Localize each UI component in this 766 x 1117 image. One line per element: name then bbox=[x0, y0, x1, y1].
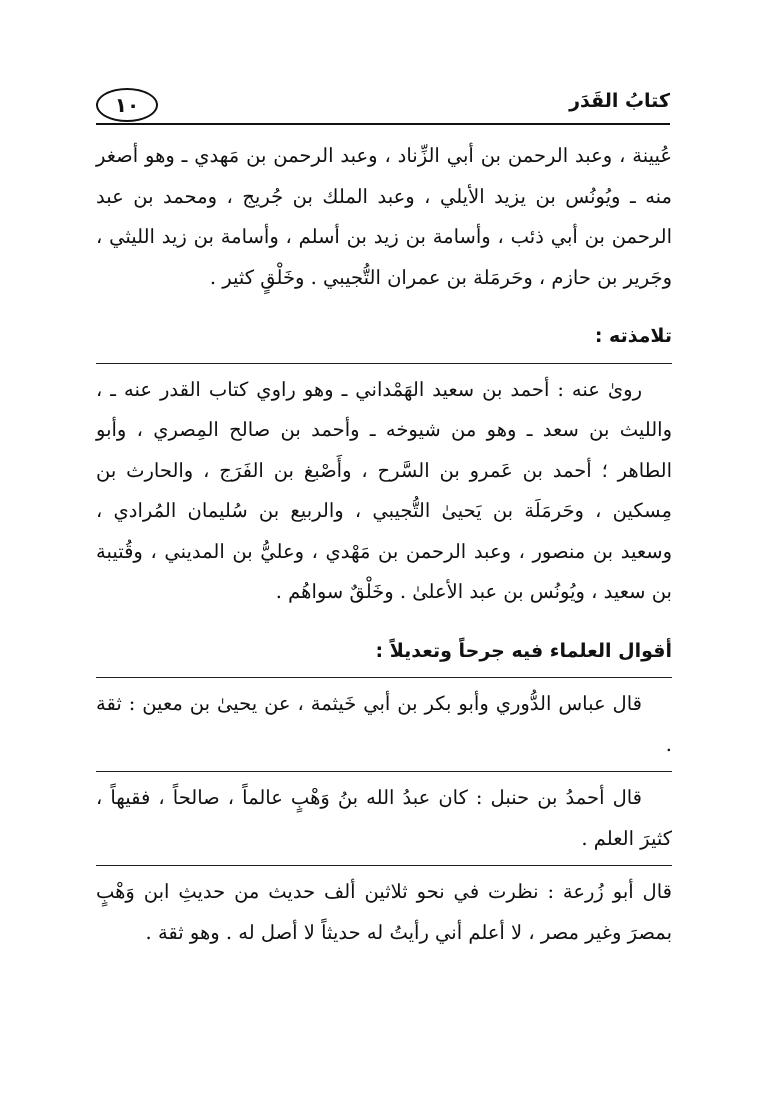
students-paragraph: روىٰ عنه : أحمد بن سعيد الهَمْداني ـ وهو راوي كتاب القدر عنه ـ ، والليث بن سعد ـ وهو من شيوخه ـ وأحمد بن صالح المِصري ، وأبو الطاهر ؛ أحمد بن عَمرو بن السَّرح ، وأَصْبغ بن الفَرَج ، والحارث بن مِسكين ، وحَرمَلَة بن يَحيىٰ التُّجيبي ، والربيع بن سُليمان المُرادي ، وسعيد بن منصور ، وعبد الرحمن بن مَهْدي ، وعليُّ بن المديني ، وقُتيبة بن سعيد ، ويُونُس بن عبد الأعلىٰ . وخَلْقٌ سواهُم . bbox=[96, 377, 672, 603]
opinion-ahmad-paragraph: قال أحمدُ بن حنبل : كان عبدُ الله بنُ وَهْبٍ عالماً ، صالحاً ، فقيهاً ، كثيرَ العلم . bbox=[96, 786, 672, 850]
opinion-abu-zurah-paragraph: قال أبو زُرعة : نظرت في نحو ثلاثين ألف حديث من حديثِ ابن وَهْبٍ بمصرَ وغير مصر ، لا أعلم أني رأيتُ له حديثاً لا أصل له . وهو ثقة . bbox=[96, 880, 672, 944]
page-number-badge: ١٠ bbox=[96, 88, 158, 122]
opinions-heading: أقوال العلماء فيه جرحاً وتعديلاً : bbox=[375, 639, 672, 662]
page-body bbox=[96, 136, 672, 953]
running-header bbox=[96, 88, 670, 128]
section-divider bbox=[96, 363, 672, 364]
section-divider bbox=[96, 771, 672, 772]
section-divider bbox=[96, 677, 672, 678]
students-heading: تلامذته : bbox=[594, 325, 672, 347]
teachers-continuation-paragraph: عُيينة ، وعبد الرحمن بن أبي الزِّناد ، وعبد الرحمن بن مَهدي ـ وهو أصغر منه ـ ويُونُس بن يزيد الأيلي ، وعبد الملك بن جُريج ، ومحمد بن عبد الرحمن بن أبي ذئب ، وأسامة بن زيد بن أسلم ، وأسامة بن زيد الليثي ، وجَرير بن حازم ، وحَرمَلة بن عمران التُّجيبي . وخَلْقٍ كثير . bbox=[96, 144, 672, 289]
book-title: كتابُ القَدَر bbox=[569, 90, 670, 112]
section-divider bbox=[96, 865, 672, 866]
header-divider bbox=[96, 123, 670, 125]
opinion-ibn-maeen-paragraph: قال عباس الدُّوري وأبو بكر بن أبي خَيثمة ، عن يحيىٰ بن معين : ثقة . bbox=[96, 692, 672, 756]
